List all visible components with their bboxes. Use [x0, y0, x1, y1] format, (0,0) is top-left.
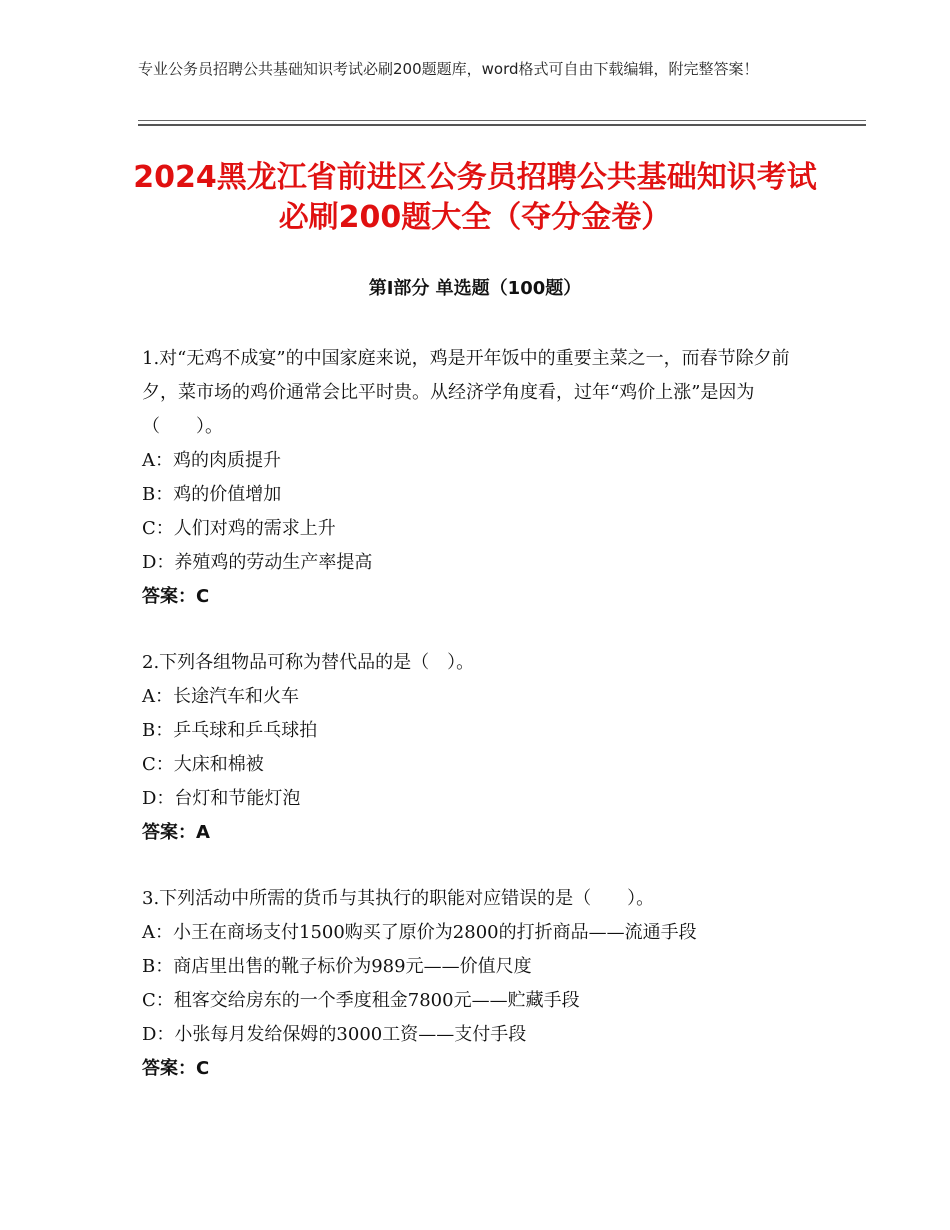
- answer: 答案：C: [142, 1058, 210, 1079]
- header-note: 专业公务员招聘公共基础知识考试必刷200题题库，word格式可自由下载编辑，附完整答案！: [138, 60, 759, 78]
- option-d: D：台灯和节能灯泡: [142, 788, 301, 809]
- option-c: C：人们对鸡的需求上升: [142, 518, 336, 539]
- option-b: B：商店里出售的靴子标价为989元——价值尺度: [142, 956, 532, 977]
- option-a: A：鸡的肉质提升: [142, 450, 281, 471]
- option-d: D：小张每月发给保姆的3000工资——支付手段: [142, 1024, 527, 1045]
- question-stem: 2.下列各组物品可称为替代品的是（ ）。: [142, 652, 475, 673]
- header-divider-thick: [138, 124, 866, 126]
- question-stem: 1.对“无鸡不成宴”的中国家庭来说，鸡是开年饭中的重要主菜之一，而春节除夕前夕，菜市场的鸡价通常会比平时贵。从经济学角度看，过年“鸡价上涨”是因为（ ）。: [142, 348, 790, 437]
- section-title: 第Ⅰ部分 单选题（100题）: [368, 278, 582, 299]
- question-2: [142, 646, 822, 850]
- document-title: 2024黑龙江省前进区公务员招聘公共基础知识考试必刷200题大全（夺分金卷）: [133, 160, 817, 235]
- question-1: [142, 342, 822, 614]
- option-a: A：长途汽车和火车: [142, 686, 299, 707]
- option-c: C：大床和棉被: [142, 754, 264, 775]
- option-b: B：乒乓球和乒乓球拍: [142, 720, 318, 741]
- question-3: [142, 882, 822, 1086]
- option-b: B：鸡的价值增加: [142, 484, 282, 505]
- option-a: A：小王在商场支付1500购买了原价为2800的打折商品——流通手段: [142, 922, 697, 943]
- option-d: D：养殖鸡的劳动生产率提高: [142, 552, 373, 573]
- answer: 答案：A: [142, 822, 210, 843]
- question-stem: 3.下列活动中所需的货币与其执行的职能对应错误的是（ ）。: [142, 888, 655, 909]
- header-divider-thin: [138, 120, 866, 121]
- option-c: C：租客交给房东的一个季度租金7800元——贮藏手段: [142, 990, 580, 1011]
- question-list: [142, 342, 822, 1118]
- answer: 答案：C: [142, 586, 210, 607]
